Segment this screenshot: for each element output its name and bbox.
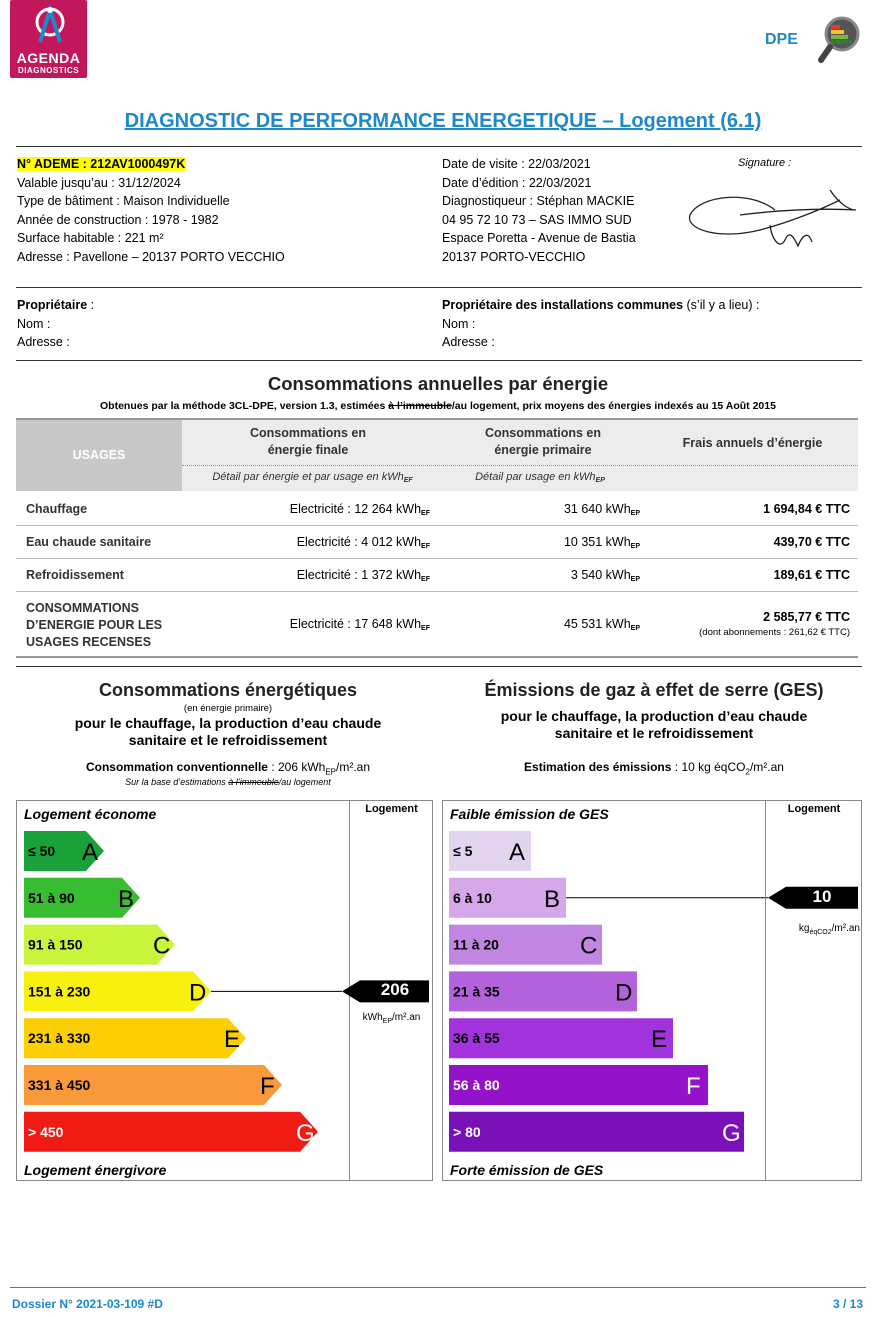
final-value: Electricité : 17 648 kWh bbox=[289, 617, 422, 631]
ges-bar-letter: E bbox=[651, 1026, 668, 1054]
total-label-line: USAGES RECENSES bbox=[26, 635, 152, 649]
conso-sub: EP bbox=[325, 767, 337, 777]
row-cost: 189,61 € TTC bbox=[773, 568, 850, 582]
energy-bar-range: > 450 bbox=[28, 1123, 64, 1140]
basis-strike: à l’immeuble bbox=[228, 777, 279, 787]
emission-sub: 2 bbox=[745, 767, 750, 777]
final-unit: EF bbox=[421, 625, 430, 632]
ges-value-unit bbox=[770, 923, 860, 936]
final-unit: EF bbox=[421, 576, 430, 583]
primary-unit: EP bbox=[630, 510, 640, 517]
col-usages: USAGES bbox=[72, 448, 126, 462]
detail-final-unit: EF bbox=[403, 477, 413, 484]
ges-label-box bbox=[442, 800, 862, 1181]
final-value: Electricité : 4 012 kWh bbox=[296, 535, 422, 549]
primary-value: 10 351 kWh bbox=[563, 535, 631, 549]
ges-bar-letter: F bbox=[686, 1073, 701, 1100]
energy-bar-letter: F bbox=[260, 1073, 275, 1100]
unit-part: /m².an bbox=[831, 923, 860, 934]
conso-label: Consommation conventionnelle bbox=[85, 760, 268, 774]
diagnostician-phone: 04 95 72 10 73 – SAS IMMO SUD bbox=[442, 212, 632, 227]
visit-date: Date de visite : 22/03/2021 bbox=[442, 157, 591, 171]
ges-subtitle-line: sanitaire et le refroidissement bbox=[554, 725, 754, 741]
basis-part: /au logement bbox=[278, 777, 331, 787]
unit-sub: éqCO2 bbox=[809, 929, 832, 936]
ges-bar-range: ≤ 5 bbox=[453, 843, 473, 859]
ges-bar-range: 36 à 55 bbox=[453, 1030, 500, 1047]
owner-name: Nom : bbox=[17, 316, 51, 331]
total-cost: 2 585,77 € TTC bbox=[763, 610, 850, 624]
ges-bar-letter: C bbox=[580, 932, 598, 960]
energy-bar-letter: D bbox=[189, 979, 207, 1007]
ademe-number: N° ADEME : 212AV1000497K bbox=[17, 157, 186, 171]
final-unit: EF bbox=[421, 543, 430, 550]
col-final-energy: Consommations en énergie finale bbox=[250, 426, 366, 457]
signature-label: Signature : bbox=[738, 157, 792, 169]
doc-type-label: DPE bbox=[765, 31, 798, 48]
energy-title: Consommations énergétiques bbox=[98, 680, 358, 700]
property-address: Adresse : Pavellone – 20137 PORTO VECCHIO bbox=[17, 249, 285, 264]
row-label: Chauffage bbox=[26, 502, 88, 516]
common-owner-suffix: (s’il y a lieu) : bbox=[683, 298, 760, 312]
owner-address: Adresse : bbox=[17, 335, 70, 349]
building-type: Type de bâtiment : Maison Individuelle bbox=[17, 194, 230, 208]
common-owner-title: Propriétaire des installations communes bbox=[442, 298, 684, 312]
diagnostician: Diagnostiqueur : Stéphan MACKIE bbox=[442, 194, 635, 208]
final-unit: EF bbox=[421, 510, 430, 517]
energy-bottom-label: Logement énergivore bbox=[24, 1162, 167, 1178]
energy-bar-range: 231 à 330 bbox=[28, 1030, 91, 1047]
validity: Valable jusqu’au : 31/12/2024 bbox=[17, 175, 181, 190]
logo-text: AGENDA bbox=[16, 50, 81, 66]
page-number: 3 / 13 bbox=[832, 1297, 863, 1311]
conso-value: : 206 kWh bbox=[267, 760, 326, 774]
ges-subtitle-line: pour le chauffage, la production d’eau chaude bbox=[500, 708, 808, 724]
primary-value: 31 640 kWh bbox=[563, 502, 631, 516]
ges-bar-letter: B bbox=[544, 885, 561, 913]
ges-top-label: Faible émission de GES bbox=[450, 806, 609, 822]
energy-subtitle-line: pour le chauffage, la production d’eau chaude bbox=[74, 715, 382, 731]
emission-label: Estimation des émissions bbox=[524, 760, 672, 774]
unit-part: kg bbox=[798, 923, 810, 934]
owner-title: Propriétaire bbox=[17, 298, 88, 312]
energy-bar-range: 91 à 150 bbox=[28, 936, 83, 953]
col-annual-cost: Frais annuels d’énergie bbox=[682, 436, 823, 450]
common-owner-address: Adresse : bbox=[442, 335, 495, 349]
total-cost-note: (dont abonnements : 261,62 € TTC) bbox=[699, 627, 850, 638]
primary-value: 3 540 kWh bbox=[570, 568, 631, 582]
energy-bar-letter: E bbox=[224, 1026, 241, 1054]
detail-primary-unit: EP bbox=[595, 477, 605, 484]
primary-unit: EP bbox=[630, 543, 640, 550]
energy-bar-range: 51 à 90 bbox=[28, 889, 75, 906]
energy-col-label: Logement bbox=[365, 803, 418, 815]
primary-value: 45 531 kWh bbox=[563, 617, 631, 631]
page-title: DIAGNOSTIC DE PERFORMANCE ENERGETIQUE – Logement (6.1) bbox=[124, 110, 762, 132]
subtitle-part: /au logement, prix moyens des énergies indexés au 15 Août 2015 bbox=[451, 400, 776, 412]
primary-unit: EP bbox=[630, 625, 640, 632]
final-value: Electricité : 1 372 kWh bbox=[296, 568, 422, 582]
energy-bar-letter: B bbox=[118, 885, 135, 913]
dossier-number: Dossier N° 2021-03-109 #D bbox=[12, 1297, 163, 1311]
ges-emission bbox=[442, 760, 866, 776]
ges-col-label: Logement bbox=[787, 803, 841, 815]
ges-value: 10 bbox=[812, 886, 832, 906]
energy-note: (en énergie primaire) bbox=[183, 703, 273, 714]
ges-title: Émissions de gaz à effet de serre (GES) bbox=[484, 680, 824, 700]
energy-bar-range: 331 à 450 bbox=[28, 1077, 91, 1093]
ges-subtitle bbox=[442, 708, 866, 742]
emission-value: : 10 kg éqCO bbox=[671, 760, 746, 774]
primary-unit: EP bbox=[630, 576, 640, 583]
ges-bar-range: 56 à 80 bbox=[453, 1077, 500, 1093]
unit-part: /m².an bbox=[392, 1012, 421, 1023]
energy-subtitle-line: sanitaire et le refroidissement bbox=[128, 732, 328, 748]
energy-top-label: Logement économe bbox=[24, 806, 157, 822]
diagnostician-city: 20137 PORTO-VECCHIO bbox=[442, 249, 586, 264]
col-primary-energy: Consommations en énergie primaire bbox=[485, 426, 601, 457]
ges-bar-letter: G bbox=[722, 1119, 741, 1147]
unit-sub: EP bbox=[382, 1018, 392, 1025]
energy-bar-g bbox=[24, 1112, 318, 1152]
consumption-title: Consommations annuelles par énergie bbox=[267, 373, 609, 394]
ges-bar-letter: D bbox=[615, 979, 633, 1007]
subtitle-strike: à l’immeuble bbox=[388, 400, 452, 412]
energy-bar-range: ≤ 50 bbox=[28, 843, 56, 859]
detail-primary-text: Détail par usage en kWh bbox=[475, 471, 596, 483]
total-label-line: D’ENERGIE POUR LES bbox=[26, 618, 163, 632]
surface: Surface habitable : 221 m² bbox=[17, 231, 164, 245]
ges-bar-letter: A bbox=[509, 839, 526, 866]
row-label: Refroidissement bbox=[26, 568, 124, 582]
energy-bar-range: 151 à 230 bbox=[28, 983, 91, 1000]
row-label: Eau chaude sanitaire bbox=[26, 535, 152, 549]
basis-part: Sur la base d’estimations bbox=[125, 777, 229, 787]
energy-bar-letter: G bbox=[296, 1119, 315, 1147]
final-value: Electricité : 12 264 kWh bbox=[289, 502, 422, 516]
logo-subtext: DIAGNOSTICS bbox=[17, 66, 80, 75]
owner-title-suffix: : bbox=[87, 298, 95, 312]
construction-year: Année de construction : 1978 - 1982 bbox=[17, 212, 219, 227]
ges-bar-range: 11 à 20 bbox=[453, 936, 499, 953]
detail-final-text: Détail par énergie et par usage en kWh bbox=[212, 471, 404, 483]
conso-unit: /m².an bbox=[336, 760, 371, 774]
common-owner-name: Nom : bbox=[442, 316, 476, 331]
diagnostician-street: Espace Poretta - Avenue de Bastia bbox=[442, 231, 636, 245]
row-cost: 439,70 € TTC bbox=[773, 535, 850, 549]
row-cost: 1 694,84 € TTC bbox=[763, 502, 850, 516]
emission-unit: /m².an bbox=[749, 760, 784, 774]
ges-bottom-label: Forte émission de GES bbox=[450, 1162, 604, 1178]
unit-part: kWh bbox=[362, 1012, 383, 1023]
ges-bar-range: 6 à 10 bbox=[453, 889, 492, 906]
energy-bar-letter: A bbox=[82, 839, 99, 866]
ges-column-divider bbox=[765, 800, 766, 1181]
edit-date: Date d’édition : 22/03/2021 bbox=[442, 175, 592, 190]
ges-bar-range: 21 à 35 bbox=[453, 983, 500, 1000]
energy-value-unit bbox=[350, 1012, 433, 1025]
energy-value: 206 bbox=[380, 980, 410, 1000]
energy-bar-letter: C bbox=[153, 932, 171, 960]
footer-divider bbox=[10, 1287, 866, 1288]
ges-bar-range: > 80 bbox=[453, 1123, 481, 1140]
total-label-line: CONSOMMATIONS bbox=[26, 601, 139, 615]
subtitle-part: Obtenues par la méthode 3CL-DPE, version 1.3, estimées bbox=[100, 400, 389, 412]
